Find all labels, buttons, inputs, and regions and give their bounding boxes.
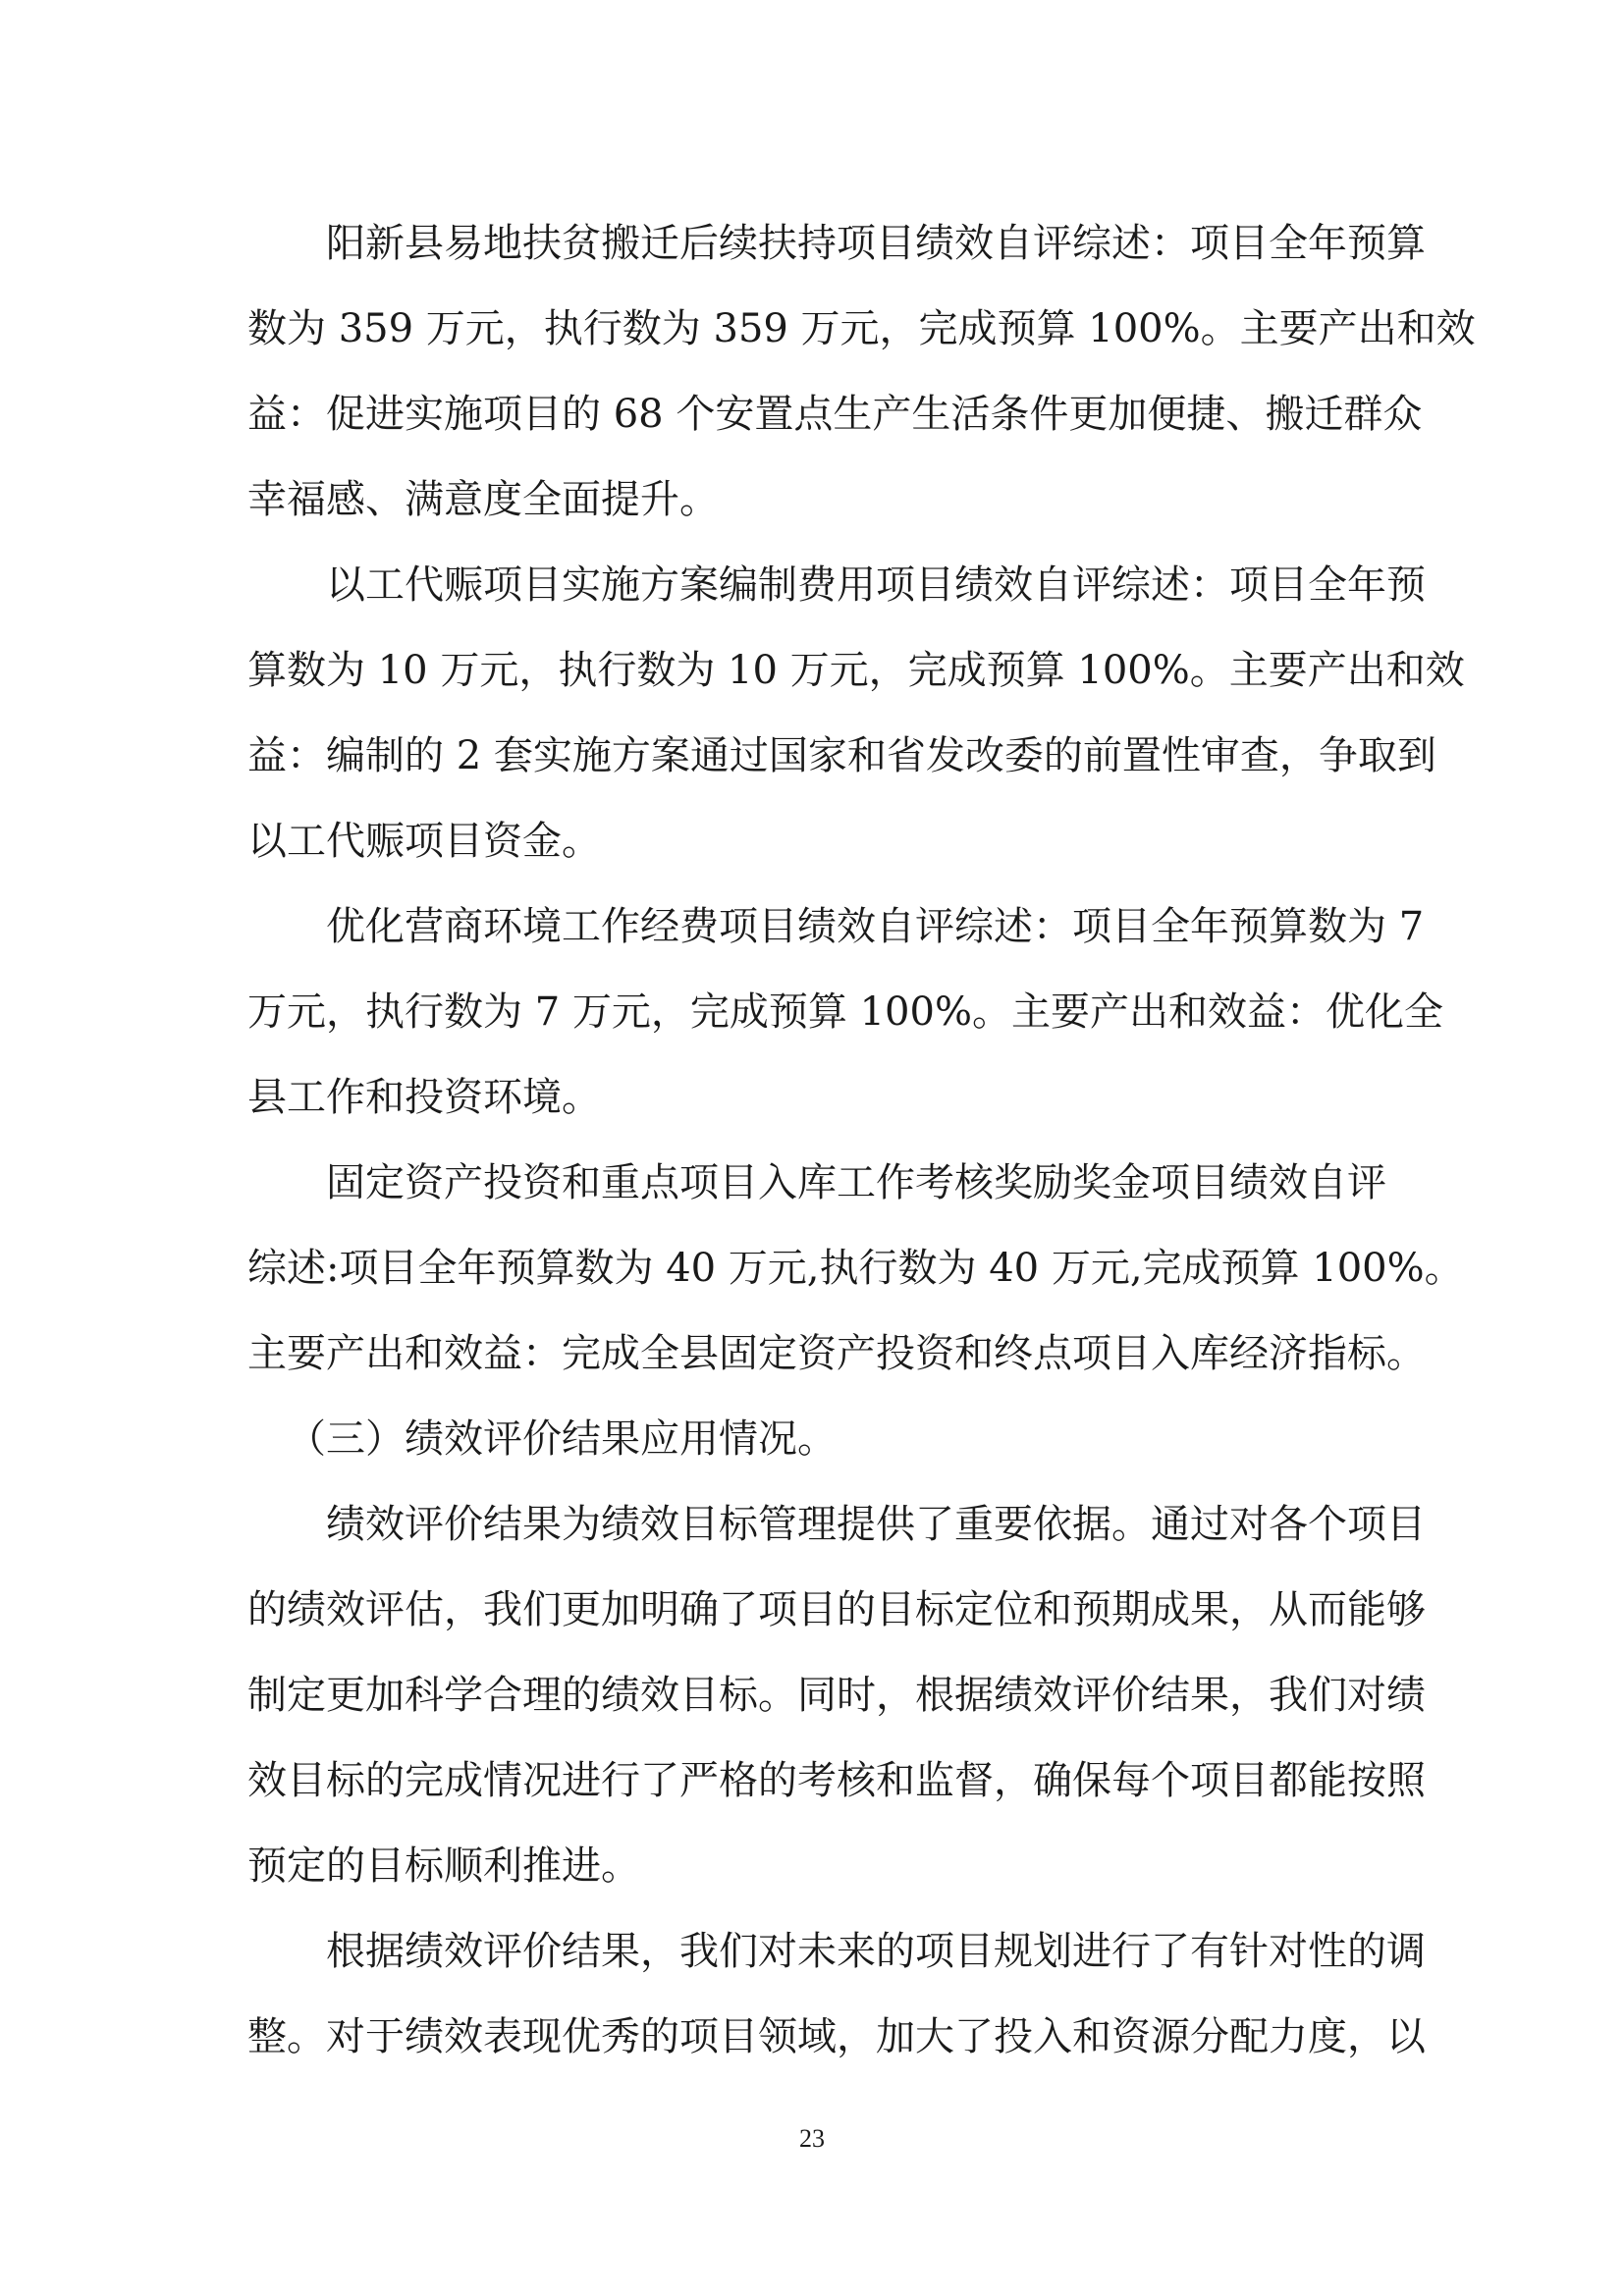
text-line: 固定资产投资和重点项目入库工作考核奖励奖金项目绩效自评	[326, 1160, 1386, 1205]
text-line: 的绩效评估，我们更加明确了项目的目标定位和预期成果，从而能够	[247, 1587, 1426, 1632]
text-line: 益：编制的 2 套实施方案通过国家和省发改委的前置性审查，争取到	[247, 733, 1436, 778]
text-line: 阳新县易地扶贫搬迁后续扶持项目绩效自评综述：项目全年预算	[326, 221, 1426, 266]
text-line: 县工作和投资环境。	[247, 1075, 601, 1120]
text-line: 算数为 10 万元，执行数为 10 万元，完成预算 100%。主要产出和效	[247, 648, 1465, 693]
text-line: 万元，执行数为 7 万元，完成预算 100%。主要产出和效益：优化全	[247, 989, 1443, 1035]
text-line: 优化营商环境工作经费项目绩效自评综述：项目全年预算数为 7	[326, 904, 1425, 949]
text-line: 益：促进实施项目的 68 个安置点生产生活条件更加便捷、搬迁群众	[247, 392, 1423, 437]
text-line: 整。对于绩效表现优秀的项目领域，加大了投入和资源分配力度，以	[247, 2014, 1426, 2059]
text-line: 效目标的完成情况进行了严格的考核和监督，确保每个项目都能按照	[247, 1758, 1426, 1803]
section-heading: （三）绩效评价结果应用情况。	[287, 1416, 837, 1462]
text-line: 以工代赈项目实施方案编制费用项目绩效自评综述：项目全年预	[326, 562, 1426, 608]
text-line: 主要产出和效益：完成全县固定资产投资和终点项目入库经济指标。	[247, 1331, 1426, 1376]
text-line: 绩效评价结果为绩效目标管理提供了重要依据。通过对各个项目	[326, 1502, 1426, 1547]
text-line: 根据绩效评价结果，我们对未来的项目规划进行了有针对性的调	[326, 1929, 1426, 1974]
text-line: 预定的目标顺利推进。	[247, 1843, 640, 1889]
text-line: 幸福感、满意度全面提升。	[247, 477, 719, 522]
text-line: 数为 359 万元，执行数为 359 万元，完成预算 100%。主要产出和效	[247, 306, 1476, 351]
page-number: 23	[799, 2124, 825, 2153]
text-line: 以工代赈项目资金。	[247, 819, 601, 864]
text-line: 制定更加科学合理的绩效目标。同时，根据绩效评价结果，我们对绩	[247, 1673, 1426, 1718]
text-line: 综述:项目全年预算数为 40 万元,执行数为 40 万元,完成预算 100%。	[247, 1246, 1464, 1291]
